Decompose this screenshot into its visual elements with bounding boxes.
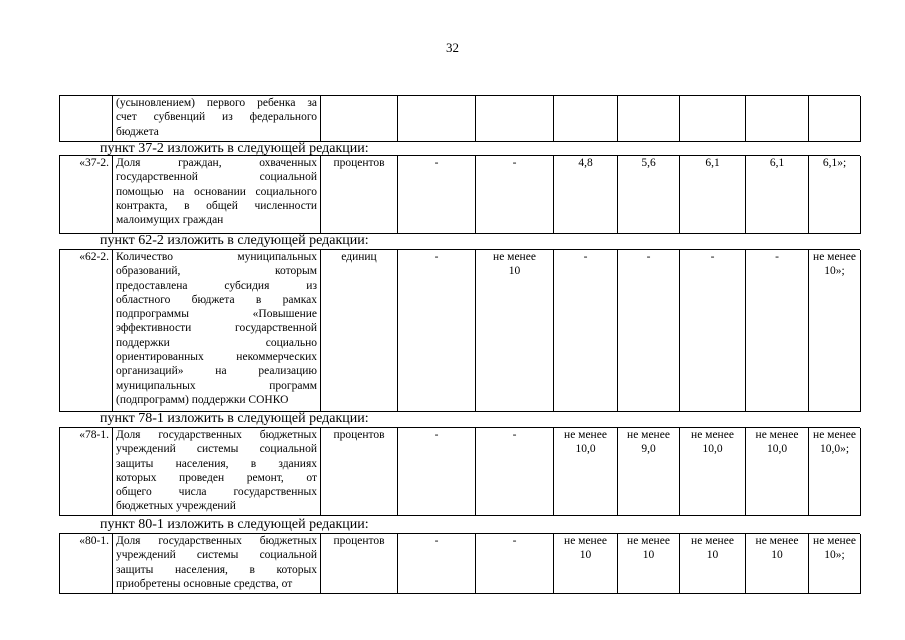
indicator-name-line: образований, которым bbox=[116, 265, 317, 278]
indicator-name-line: бюджета bbox=[116, 125, 159, 138]
value-cell: - bbox=[554, 250, 618, 412]
value-cell: не менее 10 bbox=[476, 250, 554, 412]
section-heading: пункт 37-2 изложить в следующей редакции: bbox=[100, 141, 369, 156]
value-cell: - bbox=[746, 250, 809, 412]
indicator-name-line: учреждений системы социальной bbox=[116, 549, 317, 562]
empty-cell bbox=[809, 96, 861, 142]
value-cell: не менее 10 bbox=[680, 534, 746, 594]
table-grid bbox=[59, 249, 860, 412]
value-cell: не менее 10 bbox=[746, 534, 809, 594]
value-cell: - bbox=[618, 250, 680, 412]
number-cell bbox=[60, 96, 113, 142]
value-cell: не менее 10,0 bbox=[554, 428, 618, 516]
empty-cell bbox=[618, 96, 680, 142]
indicator-name-line: Доля государственных бюджетных bbox=[116, 429, 317, 441]
unit-cell: процентов bbox=[321, 428, 398, 516]
indicator-name-line: областного бюджета в рамках bbox=[116, 293, 317, 306]
empty-cell bbox=[680, 96, 746, 142]
indicator-name-line: ориентированных некоммерческих bbox=[116, 351, 317, 364]
indicator-table bbox=[59, 249, 860, 412]
value-cell: - bbox=[476, 156, 554, 234]
value-cell: - bbox=[680, 250, 746, 412]
value-cell: - bbox=[398, 156, 476, 234]
indicator-name-cell bbox=[113, 156, 321, 234]
indicator-table bbox=[59, 155, 860, 234]
indicator-name-line: государственной социальной bbox=[116, 171, 317, 184]
value-cell: 4,8 bbox=[554, 156, 618, 234]
value-cell: - bbox=[398, 428, 476, 516]
table-grid bbox=[59, 95, 860, 142]
indicator-table bbox=[59, 427, 860, 516]
indicator-name-line: Доля государственных бюджетных bbox=[116, 535, 317, 547]
indicator-name-line: (усыновлением) первого ребенка за bbox=[116, 97, 317, 109]
value-cell: - bbox=[476, 428, 554, 516]
empty-cell bbox=[746, 96, 809, 142]
indicator-name-line: подпрограммы «Повышение bbox=[116, 308, 317, 321]
unit-cell: процентов bbox=[321, 156, 398, 234]
section-heading: пункт 62-2 изложить в следующей редакции: bbox=[100, 233, 369, 248]
value-cell: - bbox=[398, 534, 476, 594]
section-heading: пункт 78-1 изложить в следующей редакции: bbox=[100, 411, 369, 426]
indicator-name-line: (подпрограмм) поддержки СОНКО bbox=[116, 393, 289, 406]
indicator-name-line: муниципальных программ bbox=[116, 379, 317, 392]
indicator-table bbox=[59, 533, 860, 640]
indicator-name-line: приобретены основные средства, от bbox=[116, 577, 293, 590]
indicator-name-cell bbox=[113, 96, 321, 142]
empty-cell bbox=[476, 96, 554, 142]
value-cell: не менее 10,0»; bbox=[809, 428, 861, 516]
indicator-name-line: предоставлена субсидия из bbox=[116, 279, 317, 292]
indicator-name-line: Доля граждан, охваченных bbox=[116, 157, 317, 169]
empty-cell bbox=[554, 96, 618, 142]
page-number: 32 bbox=[446, 40, 459, 55]
indicator-name-line: защиты населения, в зданиях bbox=[116, 457, 317, 470]
indicator-name-cell bbox=[113, 534, 321, 594]
row-number-cell: «37-2. bbox=[60, 156, 113, 234]
indicator-name-line: учреждений системы социальной bbox=[116, 443, 317, 456]
indicator-name-line: Количество муниципальных bbox=[116, 251, 317, 263]
value-cell: - bbox=[476, 534, 554, 594]
value-cell: 6,1 bbox=[746, 156, 809, 234]
table-grid bbox=[59, 155, 860, 234]
table-grid bbox=[59, 427, 860, 516]
continuation-table bbox=[59, 95, 860, 142]
indicator-name-line: эффективности государственной bbox=[116, 322, 317, 335]
value-cell: 6,1»; bbox=[809, 156, 861, 234]
value-cell: - bbox=[398, 250, 476, 412]
value-cell: не менее 10»; bbox=[809, 250, 861, 412]
indicator-name-line: бюджетных учреждений bbox=[116, 500, 236, 513]
unit-cell: процентов bbox=[321, 534, 398, 594]
indicator-name-line: контракта, в общей численности bbox=[116, 199, 317, 212]
indicator-name-cell bbox=[113, 428, 321, 516]
indicator-name-line: помощью на основании социального bbox=[116, 185, 317, 198]
empty-cell bbox=[321, 96, 398, 142]
table-grid bbox=[59, 533, 860, 594]
value-cell: 5,6 bbox=[618, 156, 680, 234]
value-cell: не менее 10,0 bbox=[680, 428, 746, 516]
indicator-name-line: поддержки социально bbox=[116, 336, 317, 349]
indicator-name-line: малоимущих граждан bbox=[116, 214, 224, 227]
indicator-name-line: общего числа государственных bbox=[116, 486, 317, 499]
indicator-name-line: счет субвенций из федерального bbox=[116, 111, 317, 124]
unit-cell: единиц bbox=[321, 250, 398, 412]
value-cell: не менее 10 bbox=[554, 534, 618, 594]
indicator-name-line: которых проведен ремонт, от bbox=[116, 471, 317, 484]
value-cell: не менее 10»; bbox=[809, 534, 861, 594]
row-number-cell: «78-1. bbox=[60, 428, 113, 516]
section-heading: пункт 80-1 изложить в следующей редакции: bbox=[100, 517, 369, 532]
value-cell: не менее 9,0 bbox=[618, 428, 680, 516]
value-cell: 6,1 bbox=[680, 156, 746, 234]
empty-cell bbox=[398, 96, 476, 142]
indicator-name-line: защиты населения, в которых bbox=[116, 563, 317, 576]
row-number-cell: «62-2. bbox=[60, 250, 113, 412]
value-cell: не менее 10,0 bbox=[746, 428, 809, 516]
row-number-cell: «80-1. bbox=[60, 534, 113, 594]
value-cell: не менее 10 bbox=[618, 534, 680, 594]
indicator-name-cell bbox=[113, 250, 321, 412]
indicator-name-line: организаций» на реализацию bbox=[116, 365, 317, 378]
